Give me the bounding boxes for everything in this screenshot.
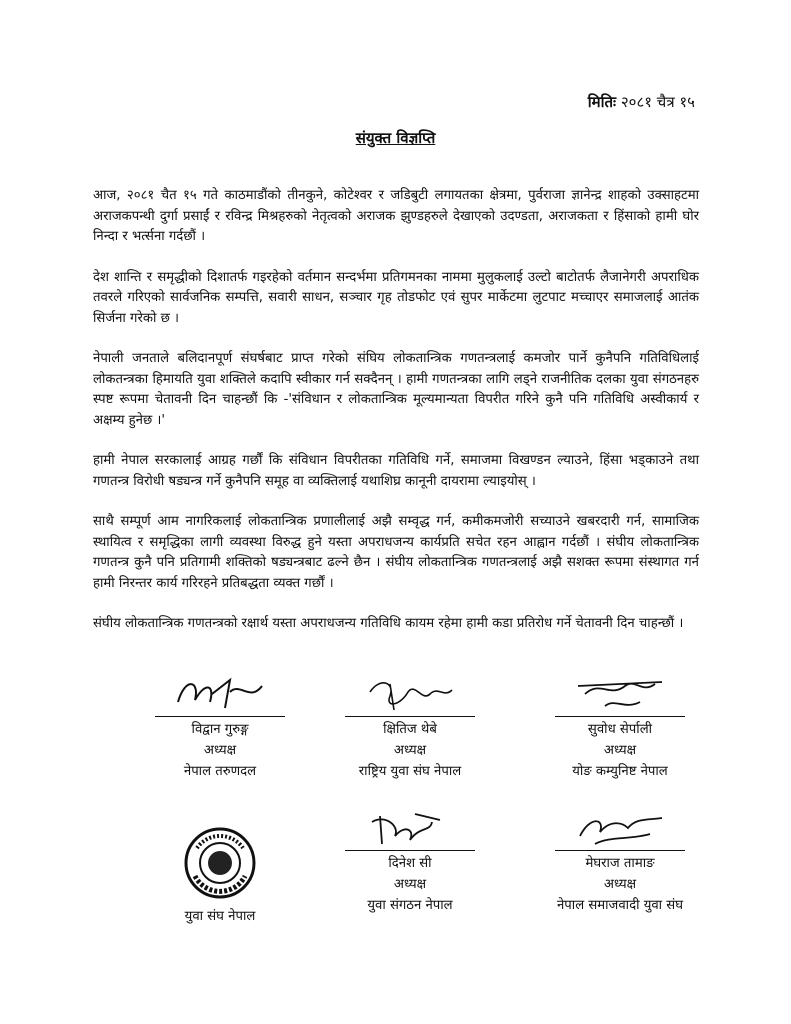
signature-line — [555, 716, 685, 717]
signatory-org: योङ कम्युनिष्ट नेपाल — [572, 764, 668, 779]
signature-2 — [320, 672, 500, 716]
signatory-6 — [530, 806, 710, 916]
date-label: मितिः — [587, 93, 617, 111]
signature-line — [345, 716, 475, 717]
signatory-2 — [320, 672, 500, 782]
signature-line — [155, 716, 285, 717]
signatory-role: अध्यक्ष — [203, 743, 237, 758]
document-title: संयुक्त विज्ञप्ति — [355, 129, 436, 147]
signatory-5 — [320, 806, 500, 916]
signatory-role: अध्यक्ष — [393, 743, 427, 758]
signature-5 — [320, 806, 500, 850]
signatory-name: मेघराज तामाङ — [585, 856, 655, 871]
paragraph-3: नेपाली जनताले बलिदानपूर्ण संघर्षबाट प्राप्त गरेको संघिय लोकतान्त्रिक गणतन्त्रलाई कमजोर पार्ने कुनैपनि गतिविधिलाई लोकतन्त्रका हिमायति युवा शक्तिले कदापि स्वीकार गर्न सक्दैनन् । हामी गणतन्त्रका लागि लड्ने राजनीतिक दलका युवा संगठनहरु स्पष्ट रूपमा चेतावनी दिन चाहन्छौं कि -'संविधान र लोकतान्त्रिक मूल्यमान्यता विपरीत गरिने कुनै पनि गतिविधि अस्वीकार्य र अक्षम्य हुनेछ ।' — [93, 351, 699, 428]
signatory-3 — [530, 672, 710, 782]
organization-seal — [183, 826, 257, 900]
signature-1 — [130, 672, 310, 716]
signatory-name: दिनेश सी — [388, 856, 432, 871]
statement-body — [93, 186, 699, 655]
signatory-role: अध्यक्ष — [393, 877, 427, 892]
signatory-name: क्षितिज थेबे — [383, 722, 437, 737]
signatory-org: युवा संघ नेपाल — [184, 909, 256, 924]
paragraph-5: साथै सम्पूर्ण आम नागरिकलाई लोकतान्त्रिक प्रणालीलाई अझै सम्वृद्ध गर्न, कमीकमजोरी सच्याउने खबरदारी गर्न, सामाजिक स्थायित्व र समृद्धिका लागी व्यवस्था विरुद्ध हुने यस्ता अपराधजन्य कार्यप्रति सचेत रहन आह्वान गर्दछौं । संघीय लोकतान्त्रिक गणतन्त्र कुनै पनि प्रतिगामी शक्तिको षड्यन्त्रबाट ढल्ने छैन । संघीय लोकतान्त्रिक गणतन्त्रलाई अझै सशक्त रूपमा संस्थागत गर्न हामी निरन्तर कार्य गरिरहने प्रतिबद्धता व्यक्त गर्छौं । — [93, 514, 699, 591]
signatory-name: विद्वान गुरुङ्ग — [191, 722, 249, 737]
signatory-org: युवा संगठन नेपाल — [367, 898, 453, 913]
signatory-org: नेपाल समाजवादी युवा संघ — [556, 898, 683, 913]
paragraph-6: संघीय लोकतान्त्रिक गणतन्त्रको रक्षार्थ यस्ता अपराधजन्य गतिविधि कायम रहेमा हामी कडा प्रतिरोध गर्ने चेतावनी दिन चाहन्छौं । — [93, 616, 684, 631]
date-value: २०८१ चैत्र १५ — [620, 93, 695, 111]
paragraph-4: हामी नेपाल सरकालाई आग्रह गर्छौं कि संविधान विपरीतका गतिविधि गर्ने, समाजमा विखण्डन ल्याउने, हिंसा भड्काउने तथा गणतन्त्र विरोधी षड्यन्त्र गर्ने कुनैपनि समूह वा व्यक्तिलाई यथाशिघ्र कानूनी दायरामा ल्याइयोस् । — [93, 453, 699, 489]
paragraph-1: आज, २०८१ चैत १५ गते काठमाडौंको तीनकुने, कोटेश्वर र जडिबुटी लगायतका क्षेत्रमा, पुर्वराजा ज्ञानेन्द्र शाहको उक्साहटमा अराजकपन्थी दुर्गा प्रसाईं र रविन्द्र मिश्रहरुको नेतृत्वको अराजक झुण्डहरुले देखाएको उदण्डता, अराजकता र हिंसाको हामी घोर निन्दा र भर्त्सना गर्दछौं । — [93, 188, 699, 244]
document-date — [588, 92, 695, 112]
signatory-role: अध्यक्ष — [603, 877, 637, 892]
signatory-role: अध्यक्ष — [603, 743, 637, 758]
signatory-4 — [130, 826, 310, 927]
signatory-1 — [130, 672, 310, 782]
signatory-name: सुवोध सेर्पाली — [587, 722, 653, 737]
signature-line — [345, 850, 475, 851]
paragraph-2: देश शान्ति र समृद्धीको दिशातर्फ गइरहेको वर्तमान सन्दर्भमा प्रतिगमनका नाममा मुलुकलाई उल्टो बाटोतर्फ लैजानेगरी अपराधिक तवरले गरिएको सार्वजनिक सम्पत्ति, सवारी साधन, सञ्चार गृह तोडफोट एवं सुपर मार्केटमा लुटपाट मच्चाएर समाजलाई आतंक सिर्जना गरेको छ । — [93, 269, 699, 326]
signature-6 — [530, 806, 710, 850]
signatory-org: नेपाल तरुणदल — [183, 764, 257, 779]
signature-3 — [530, 672, 710, 716]
signatory-org: राष्ट्रिय युवा संघ नेपाल — [358, 764, 462, 779]
signature-line — [555, 850, 685, 851]
